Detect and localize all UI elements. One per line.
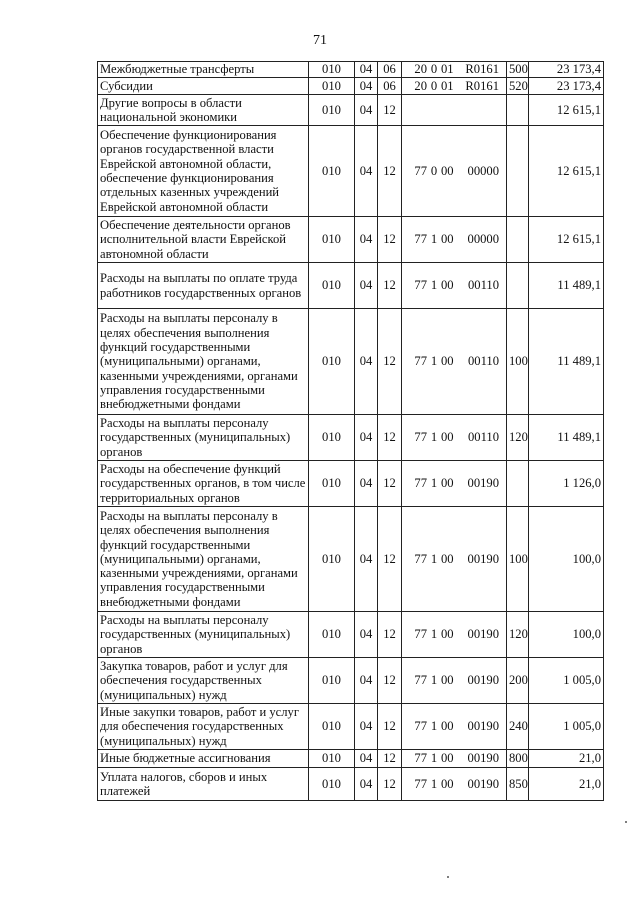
target-article-part: 77	[414, 627, 427, 642]
table-row	[98, 750, 604, 768]
target-article-cell	[402, 658, 507, 704]
expense-type-cell: 850	[507, 768, 529, 801]
amount-cell: 100,0	[529, 507, 604, 612]
amount-cell: 23 173,4	[529, 62, 604, 78]
table-row	[98, 309, 604, 415]
grbs-code-cell: 010	[309, 78, 355, 95]
target-article-part: 00	[441, 751, 454, 766]
expense-type-cell	[507, 217, 529, 263]
expense-type-cell: 120	[507, 612, 529, 658]
expense-type-cell: 200	[507, 658, 529, 704]
target-article-part: 01	[441, 78, 454, 93]
table-row	[98, 78, 604, 95]
subsection-code-cell: 12	[378, 750, 402, 768]
target-article-part: 77	[414, 719, 427, 734]
target-article-part: 77	[414, 232, 427, 247]
target-article-part: 1	[430, 430, 438, 445]
target-article-part: 00110	[467, 430, 499, 445]
scan-speck	[447, 876, 449, 878]
target-article-cell	[402, 612, 507, 658]
target-article-part: 1	[430, 232, 438, 247]
subsection-code-cell: 12	[378, 612, 402, 658]
amount-cell: 100,0	[529, 612, 604, 658]
amount-cell: 1 005,0	[529, 658, 604, 704]
subsection-code-cell: 12	[378, 309, 402, 415]
target-article-part: 00	[441, 354, 454, 369]
target-article-part: 00	[441, 719, 454, 734]
target-article-part: 77	[414, 776, 427, 791]
target-article-part: R0161	[465, 78, 499, 93]
expense-name-cell: Расходы на выплаты персоналу государственных (муниципальных) органов	[98, 612, 309, 658]
subsection-code-cell: 12	[378, 507, 402, 612]
section-code-cell: 04	[355, 263, 378, 309]
expense-name-cell: Межбюджетные трансферты	[98, 62, 309, 78]
target-article-part: 77	[414, 354, 427, 369]
subsection-code-cell: 12	[378, 768, 402, 801]
expense-name-cell: Расходы на выплаты по оплате труда работников государственных органов	[98, 263, 309, 309]
section-code-cell: 04	[355, 78, 378, 95]
target-article-cell	[402, 704, 507, 750]
table-body	[98, 62, 604, 801]
subsection-code-cell: 12	[378, 217, 402, 263]
section-code-cell: 04	[355, 62, 378, 78]
target-article-part: 00	[441, 430, 454, 445]
amount-cell: 12 615,1	[529, 126, 604, 217]
target-article-cell	[402, 217, 507, 263]
subsection-code-cell: 12	[378, 95, 402, 126]
target-article-cell	[402, 126, 507, 217]
grbs-code-cell: 010	[309, 461, 355, 507]
target-article-part: 0	[430, 78, 438, 93]
grbs-code-cell: 010	[309, 612, 355, 658]
table-row	[98, 415, 604, 461]
target-article-part: 77	[414, 430, 427, 445]
amount-cell: 1 005,0	[529, 704, 604, 750]
page-number: 71	[313, 33, 327, 48]
target-article-part: 00110	[467, 354, 499, 369]
section-code-cell: 04	[355, 750, 378, 768]
section-code-cell: 04	[355, 704, 378, 750]
amount-cell: 1 126,0	[529, 461, 604, 507]
budget-table	[97, 61, 604, 801]
target-article-part: 00	[441, 673, 454, 688]
section-code-cell: 04	[355, 612, 378, 658]
target-article-cell	[402, 95, 507, 126]
expense-type-cell	[507, 461, 529, 507]
target-article-cell	[402, 507, 507, 612]
target-article-part: 0	[430, 163, 438, 178]
expense-type-cell: 120	[507, 415, 529, 461]
target-article-part: 01	[441, 62, 454, 77]
target-article-part: 1	[430, 278, 438, 293]
target-article-part: 77	[414, 751, 427, 766]
grbs-code-cell: 010	[309, 768, 355, 801]
amount-cell: 23 173,4	[529, 78, 604, 95]
amount-cell: 21,0	[529, 768, 604, 801]
target-article-cell	[402, 62, 507, 78]
target-article-part: 20	[414, 62, 427, 77]
section-code-cell: 04	[355, 461, 378, 507]
expense-type-cell: 100	[507, 309, 529, 415]
target-article-cell	[402, 415, 507, 461]
target-article-part: 00	[441, 551, 454, 566]
target-article-part: R0161	[465, 62, 499, 77]
table-row	[98, 126, 604, 217]
target-article-cell	[402, 309, 507, 415]
subsection-code-cell: 12	[378, 704, 402, 750]
target-article-part: 1	[430, 751, 438, 766]
table-row	[98, 263, 604, 309]
target-article-part: 20	[414, 78, 427, 93]
scan-speck	[625, 821, 627, 823]
target-article-part: 1	[430, 551, 438, 566]
expense-name-cell: Обеспечение функционирования органов государственной власти Еврейской автономной области, обеспечение функционирования отдельных казенных учреждений Еврейской автономной области	[98, 126, 309, 217]
table-row	[98, 612, 604, 658]
expense-name-cell: Закупка товаров, работ и услуг для обеспечения государственных (муниципальных) нужд	[98, 658, 309, 704]
grbs-code-cell: 010	[309, 507, 355, 612]
table-row	[98, 95, 604, 126]
target-article-part: 00	[441, 278, 454, 293]
grbs-code-cell: 010	[309, 309, 355, 415]
section-code-cell: 04	[355, 507, 378, 612]
expense-name-cell: Другие вопросы в области национальной экономики	[98, 95, 309, 126]
expense-type-cell	[507, 95, 529, 126]
section-code-cell: 04	[355, 658, 378, 704]
table-row	[98, 768, 604, 801]
amount-cell: 11 489,1	[529, 415, 604, 461]
table-row	[98, 62, 604, 78]
section-code-cell: 04	[355, 95, 378, 126]
section-code-cell: 04	[355, 217, 378, 263]
target-article-part: 1	[430, 354, 438, 369]
table-row	[98, 461, 604, 507]
table-row	[98, 704, 604, 750]
table-row	[98, 217, 604, 263]
subsection-code-cell: 06	[378, 78, 402, 95]
expense-name-cell: Уплата налогов, сборов и иных платежей	[98, 768, 309, 801]
subsection-code-cell: 06	[378, 62, 402, 78]
target-article-part: 77	[414, 476, 427, 491]
target-article-part: 00190	[467, 551, 499, 566]
target-article-cell	[402, 461, 507, 507]
target-article-part: 00	[441, 776, 454, 791]
subsection-code-cell: 12	[378, 415, 402, 461]
subsection-code-cell: 12	[378, 658, 402, 704]
target-article-part: 00190	[467, 751, 499, 766]
target-article-part: 00190	[467, 627, 499, 642]
amount-cell: 12 615,1	[529, 95, 604, 126]
grbs-code-cell: 010	[309, 750, 355, 768]
target-article-part: 1	[430, 476, 438, 491]
grbs-code-cell: 010	[309, 415, 355, 461]
amount-cell: 11 489,1	[529, 263, 604, 309]
section-code-cell: 04	[355, 415, 378, 461]
expense-type-cell	[507, 263, 529, 309]
expense-name-cell: Расходы на обеспечение функций государственных органов, в том числе территориальных органов	[98, 461, 309, 507]
section-code-cell: 04	[355, 126, 378, 217]
target-article-cell	[402, 768, 507, 801]
amount-cell: 12 615,1	[529, 217, 604, 263]
subsection-code-cell: 12	[378, 263, 402, 309]
grbs-code-cell: 010	[309, 95, 355, 126]
expense-name-cell: Обеспечение деятельности органов исполнительной власти Еврейской автономной области	[98, 217, 309, 263]
expense-name-cell: Расходы на выплаты персоналу в целях обеспечения выполнения функций государственными (муниципальными) органами, казенными учреждениями, органами управления государственными внебюджетными фондами	[98, 309, 309, 415]
expense-name-cell: Субсидии	[98, 78, 309, 95]
expense-name-cell: Расходы на выплаты персоналу государственных (муниципальных) органов	[98, 415, 309, 461]
grbs-code-cell: 010	[309, 62, 355, 78]
target-article-part: 77	[414, 163, 427, 178]
expense-type-cell: 100	[507, 507, 529, 612]
section-code-cell: 04	[355, 309, 378, 415]
target-article-cell	[402, 263, 507, 309]
table-row	[98, 507, 604, 612]
subsection-code-cell: 12	[378, 461, 402, 507]
target-article-cell	[402, 750, 507, 768]
target-article-part: 00	[441, 232, 454, 247]
subsection-code-cell: 12	[378, 126, 402, 217]
target-article-part: 1	[430, 627, 438, 642]
target-article-part: 1	[430, 719, 438, 734]
grbs-code-cell: 010	[309, 704, 355, 750]
target-article-part: 77	[414, 278, 427, 293]
target-article-part: 00190	[467, 719, 499, 734]
grbs-code-cell: 010	[309, 126, 355, 217]
grbs-code-cell: 010	[309, 658, 355, 704]
target-article-part: 00000	[467, 232, 499, 247]
expense-type-cell: 520	[507, 78, 529, 95]
amount-cell: 11 489,1	[529, 309, 604, 415]
expense-name-cell: Иные закупки товаров, работ и услуг для обеспечения государственных (муниципальных) нужд	[98, 704, 309, 750]
target-article-part: 00	[441, 163, 454, 178]
target-article-part: 00000	[467, 163, 499, 178]
target-article-part: 00190	[467, 476, 499, 491]
grbs-code-cell: 010	[309, 217, 355, 263]
amount-cell: 21,0	[529, 750, 604, 768]
target-article-part: 00110	[467, 278, 499, 293]
target-article-part: 0	[430, 62, 438, 77]
target-article-part: 00190	[467, 776, 499, 791]
expense-name-cell: Расходы на выплаты персоналу в целях обеспечения выполнения функций государственными (муниципальными) органами, казенными учреждениями, органами управления государственными внебюджетными фондами	[98, 507, 309, 612]
expense-type-cell: 500	[507, 62, 529, 78]
target-article-part: 1	[430, 673, 438, 688]
target-article-part: 1	[430, 776, 438, 791]
target-article-part: 00190	[467, 673, 499, 688]
grbs-code-cell: 010	[309, 263, 355, 309]
expense-type-cell	[507, 126, 529, 217]
section-code-cell: 04	[355, 768, 378, 801]
target-article-part: 00	[441, 627, 454, 642]
expense-name-cell: Иные бюджетные ассигнования	[98, 750, 309, 768]
target-article-part: 00	[441, 476, 454, 491]
table-row	[98, 658, 604, 704]
expense-type-cell: 240	[507, 704, 529, 750]
target-article-part: 77	[414, 551, 427, 566]
target-article-cell	[402, 78, 507, 95]
target-article-part: 77	[414, 673, 427, 688]
expense-type-cell: 800	[507, 750, 529, 768]
